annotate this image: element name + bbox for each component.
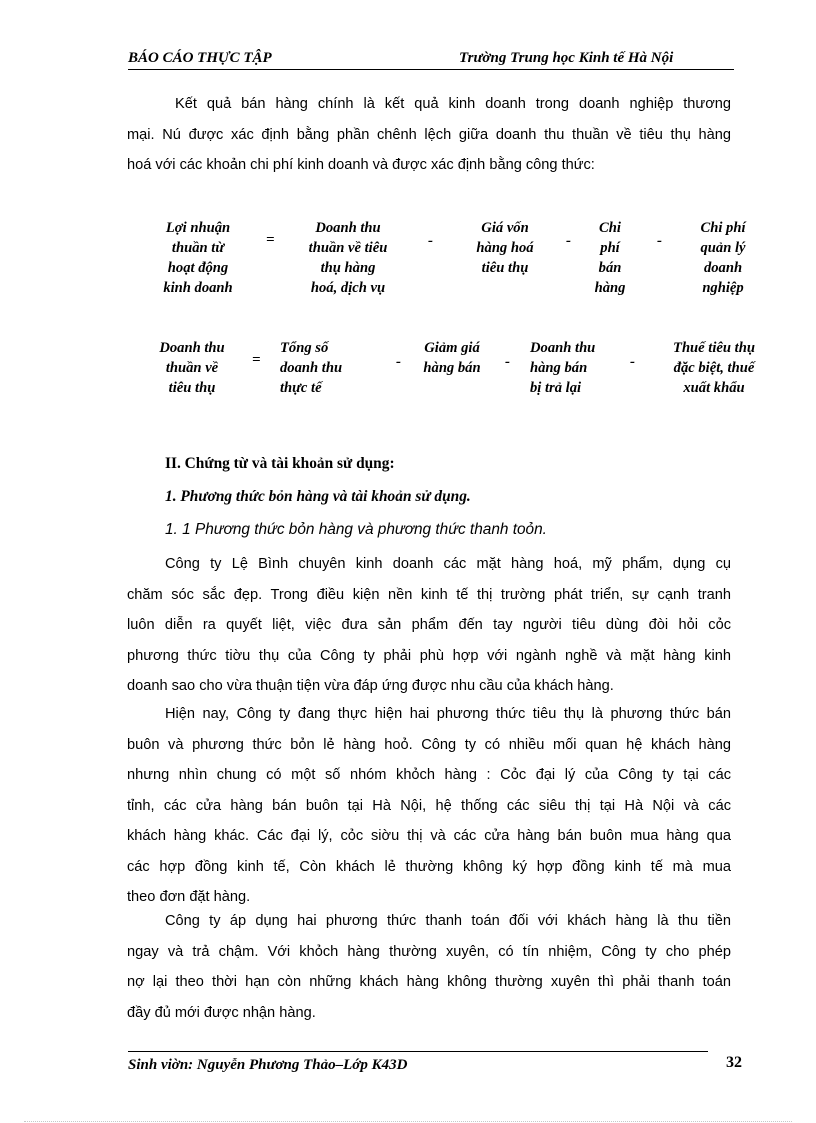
page-edge xyxy=(24,1121,792,1122)
formula1-equals: = xyxy=(266,232,275,248)
header-right-school: Trường Trung học Kinh tế Hà Nội xyxy=(459,50,674,66)
paragraph-line: khách hàng khác. Các đại lý, cỏc siờu thị và các cửa hàng bán buôn mua hàng qua xyxy=(127,828,731,844)
paragraph-line: nhưng nhìn chung có một số nhóm khỏch hàng : Cỏc đại lý của Công ty tại các xyxy=(127,767,731,783)
subsubsection-heading: 1. 1 Phương thức bỏn hàng và phương thức thanh toỏn. xyxy=(165,521,547,538)
formula1-minus: - xyxy=(566,233,571,249)
header-left-title: BÁO CÁO THỰC TẬP xyxy=(128,50,272,66)
formula2-term-total-revenue: Tổng số doanh thu thực tế xyxy=(280,340,343,396)
formula2-minus: - xyxy=(505,354,510,370)
paragraph-line: các hợp đồng kinh tế, Còn khách lẻ thường không ký hợp đồng kinh tế mà mua xyxy=(127,858,731,875)
formula1-term-admin-cost: Chi phí quản lý doanh nghiệp xyxy=(700,220,746,296)
intro-paragraph xyxy=(127,89,731,181)
formula2-term-net-revenue: Doanh thu thuần về tiêu thụ xyxy=(159,340,225,396)
formula1-minus: - xyxy=(657,233,662,249)
paragraph-line: đầy đủ mới được nhận hàng. xyxy=(127,1004,316,1021)
formula1-minus: - xyxy=(428,233,433,249)
formula1-term-net-revenue: Doanh thu thuần về tiêu thụ hàng hoá, dịch vụ xyxy=(308,220,388,296)
body-paragraph xyxy=(127,699,731,913)
paragraph-line: tỉnh, các cửa hàng bán buôn tại Hà Nội, hệ thống các siêu thị tại Hà Nội và các xyxy=(127,797,731,814)
paragraph-line: theo đơn đặt hàng. xyxy=(127,889,251,905)
formula2-term-returns: Doanh thu hàng bán bị trả lại xyxy=(530,340,596,396)
paragraph-line: Công ty Lệ Bình chuyên kinh doanh các mặt hàng hoá, mỹ phẩm, dụng cụ xyxy=(165,556,731,572)
formula2-equals: = xyxy=(252,352,261,368)
paragraph-line: nợ lại theo thời hạn còn những khách hàng không thường xuyên thì phải thanh toán xyxy=(127,974,731,990)
subsection-heading: 1. Phương thức bỏn hàng và tài khoản sử dụng. xyxy=(165,488,471,505)
footer-rule xyxy=(128,1051,708,1052)
paragraph-line: ngay và trả chậm. Với khỏch hàng thường xuyên, có tín nhiệm, Công ty cho phép xyxy=(127,943,731,960)
formula2-minus: - xyxy=(396,354,401,370)
formula2-term-special-tax: Thuế tiêu thụ đặc biệt, thuế xuất khẩu xyxy=(673,340,755,396)
paragraph-line: buôn và phương thức bỏn lẻ hàng hoỏ. Công ty có nhiều mối quan hệ khách hàng xyxy=(127,736,731,753)
formula1-term-selling-cost: Chi phí bán hàng xyxy=(594,220,626,296)
footer-author: Sinh viờn: Nguyễn Phương Thảo–Lớp K43D xyxy=(128,1057,408,1073)
section-heading: II. Chứng từ và tài khoản sử dụng: xyxy=(165,455,395,472)
paragraph-line: doanh sao cho vừa thuận tiện vừa đáp ứng được nhu cầu của khách hàng. xyxy=(127,678,614,694)
formula1-term-net-profit: Lợi nhuận thuần từ hoạt động kinh doanh xyxy=(163,220,233,296)
formula1-term-cogs: Giá vốn hàng hoá tiêu thụ xyxy=(476,220,534,276)
body-paragraph xyxy=(127,906,731,1028)
paragraph-line: luôn diễn ra quyết liệt, việc đưa sản phẩm đến tay người tiêu dùng đòi hỏi cỏc xyxy=(127,617,731,633)
paragraph-line: Công ty áp dụng hai phương thức thanh toán đối với khách hàng là thu tiền xyxy=(165,913,731,929)
formula2-minus: - xyxy=(630,354,635,370)
intro-line: hoá với các khoản chi phí kinh doanh và được xác định bằng công thức: xyxy=(127,157,595,173)
intro-line: mại. Nú được xác định bằng phần chênh lệch giữa doanh thu thuần về tiêu thụ hàng xyxy=(127,126,731,143)
formula2-term-discount: Giảm giá hàng bán xyxy=(423,340,481,376)
intro-line: Kết quả bán hàng chính là kết quả kinh doanh trong doanh nghiệp thương xyxy=(175,96,731,112)
paragraph-line: phương thức tiờu thụ của Công ty phải phù hợp với ngành nghề và mặt hàng kinh xyxy=(127,647,731,664)
header-rule xyxy=(128,69,734,70)
page-number: 32 xyxy=(726,1054,742,1071)
body-paragraph xyxy=(127,549,731,702)
paragraph-line: Hiện nay, Công ty đang thực hiện hai phương thức tiêu thụ là phương thức bán xyxy=(165,706,731,722)
paragraph-line: chăm sóc sắc đẹp. Trong điều kiện nền kinh tế thị trường phát triển, sự cạnh tranh xyxy=(127,586,731,603)
